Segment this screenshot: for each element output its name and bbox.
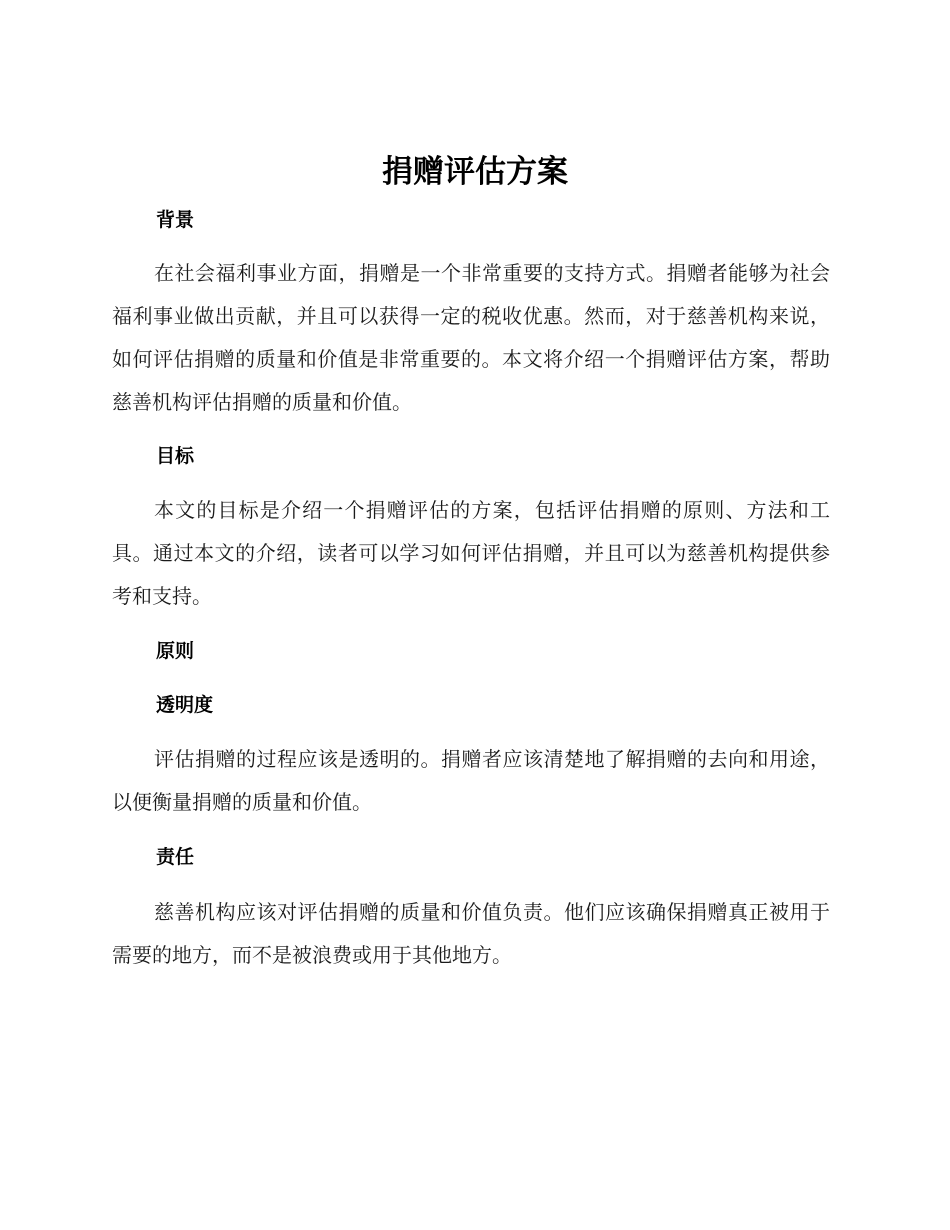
section-heading-responsibility: 责任 (156, 846, 195, 868)
section-paragraph-transparency: 评估捐赠的过程应该是透明的。捐赠者应该清楚地了解捐赠的去向和用途，以便衡量捐赠的质量和价值。 (112, 747, 830, 814)
section-paragraph-goal: 本文的目标是介绍一个捐赠评估的方案，包括评估捐赠的原则、方法和工具。通过本文的介绍，读者可以学习如何评估捐赠，并且可以为慈善机构提供参考和支持。 (112, 498, 830, 608)
section-heading-principles: 原则 (156, 640, 195, 662)
section-heading-background: 背景 (156, 209, 195, 231)
section-heading-transparency: 透明度 (156, 694, 214, 716)
document-title: 捐赠评估方案 (382, 154, 568, 190)
section-heading-goal: 目标 (156, 445, 195, 467)
section-paragraph-responsibility: 慈善机构应该对评估捐赠的质量和价值负责。他们应该确保捐赠真正被用于需要的地方，而不是被浪费或用于其他地方。 (112, 900, 830, 967)
section-paragraph-background: 在社会福利事业方面，捐赠是一个非常重要的支持方式。捐赠者能够为社会福利事业做出贡献，并且可以获得一定的税收优惠。然而，对于慈善机构来说，如何评估捐赠的质量和价值是非常重要的。本文将介绍一个捐赠评估方案，帮助慈善机构评估捐赠的质量和价值。 (112, 261, 830, 414)
